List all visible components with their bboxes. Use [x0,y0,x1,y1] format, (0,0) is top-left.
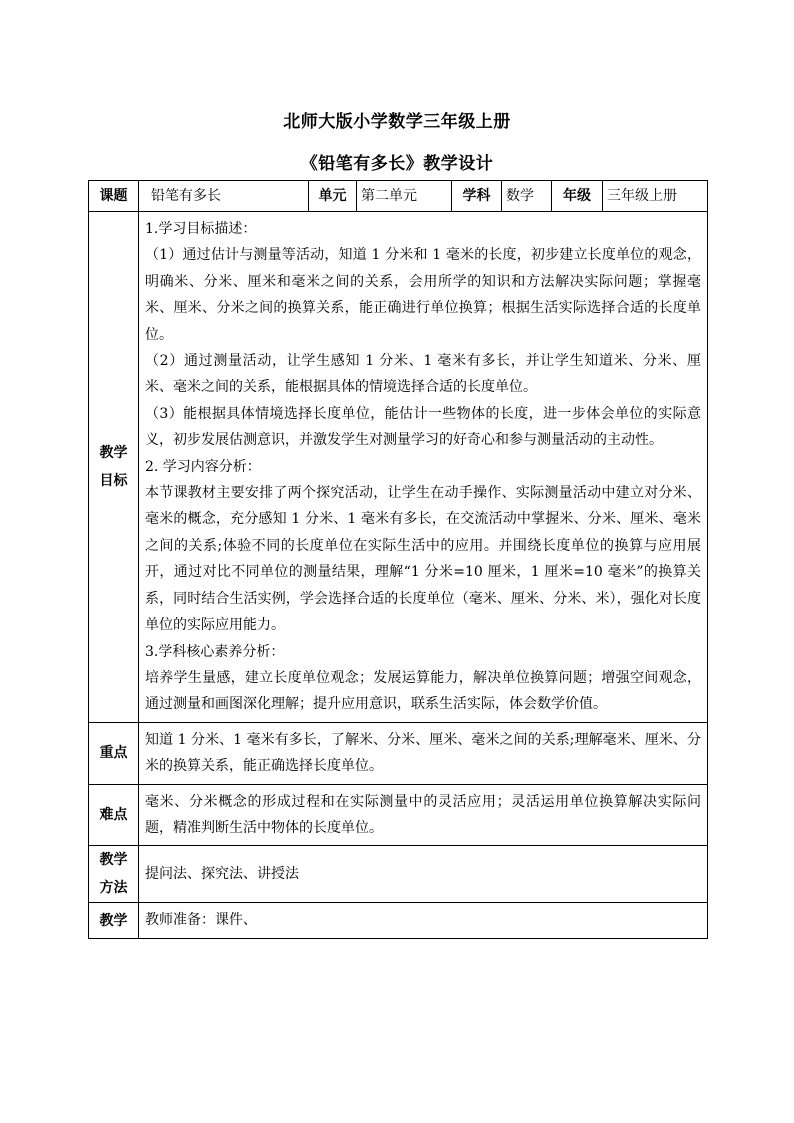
goals-label-line2: 目标 [99,472,128,489]
unit-label: 单元 [309,181,357,212]
subject-label: 学科 [452,181,502,212]
goals-paragraph: （1）通过估计与测量等活动，知道 1 分米和 1 毫米的长度，初步建立长度单位的观念，明确米、分米、厘米和毫米之间的关系，会用所学的知识和方法解决实际问题；掌握毫米、厘米、分米之间的换算关系，能正确进行单位换算；根据生活实际选择合适的长度单位。 [145,247,701,343]
unit-value: 第二单元 [357,181,452,212]
prep-label: 教学 [89,903,139,938]
goals-paragraph: 本节课教材主要安排了两个探究活动，让学生在动手操作、实际测量活动中建立对分米、毫米的概念，充分感知 1 分米、1 毫米有多长，在交流活动中掌握米、分米、厘米、毫米之间的关系;体验不同的长度单位在实际生活中的应用。并围绕长度单位的换算与应用展开，通过对比不同单位的测量结果，理解“1 分米=10 厘米，1 厘米=10 毫米”的换算关系，同时结合生活实例，学会选择合适的长度单位（毫米、厘米、分米、米），强化对长度单位的实际应用能力。 [145,485,701,634]
prep-row [89,903,708,938]
methods-text: 提问法、探究法、讲授法 [139,846,708,903]
header-row [89,181,708,212]
prep-text: 教师准备：课件、 [139,903,708,938]
grade-label: 年级 [552,181,603,212]
goals-paragraph: （3）能根据具体情境选择长度单位，能估计一些物体的长度，进一步体会单位的实际意义，初步发展估测意识，并激发学生对测量学习的好奇心和参与测量活动的主动性。 [145,405,701,449]
methods-label-line1: 教学 [99,852,128,869]
key-points-text: 知道 1 分米、1 毫米有多长，了解米、分米、厘米、毫米之间的关系;理解毫米、厘米、分米的换算关系，能正确选择长度单位。 [139,722,708,784]
grade-value: 三年级上册 [603,181,708,212]
doc-title-line2: 《铅笔有多长》教学设计 [300,154,494,174]
difficulties-row [89,784,708,846]
methods-label [89,846,139,903]
key-points-label: 重点 [89,722,139,784]
goals-label-line1: 教学 [99,444,128,461]
difficulties-text: 毫米、分米概念的形成过程和在实际测量中的灵活应用；灵活运用单位换算解决实际问题，精准判断生活中物体的长度单位。 [139,784,708,846]
methods-row [89,846,708,903]
key-points-row [89,722,708,784]
lesson-plan-table [88,180,708,939]
topic-label: 课题 [89,181,139,212]
difficulties-label: 难点 [89,784,139,846]
goals-paragraph: 培养学生量感，建立长度单位观念；发展运算能力，解决单位换算问题；增强空间观念，通过测量和画图深化理解；提升应用意识，联系生活实际，体会数学价值。 [145,669,701,713]
methods-label-line2: 方法 [99,880,128,897]
goals-content [139,212,708,723]
goals-row [89,212,708,723]
goals-paragraph: 2. 学习内容分析： [145,458,261,475]
subject-value: 数学 [502,181,552,212]
topic-value: 铅笔有多长 [139,181,309,212]
goals-paragraph: （2）通过测量活动，让学生感知 1 分米、1 毫米有多长，并让学生知道米、分米、厘米、毫米之间的关系，能根据具体的情境选择合适的长度单位。 [145,353,701,396]
goals-paragraph: 1.学习目标描述： [145,221,257,237]
goals-paragraph: 3.学科核心素养分析： [145,643,285,660]
doc-title-line1: 北师大版小学数学三年级上册 [283,112,511,132]
goals-label [89,212,139,723]
